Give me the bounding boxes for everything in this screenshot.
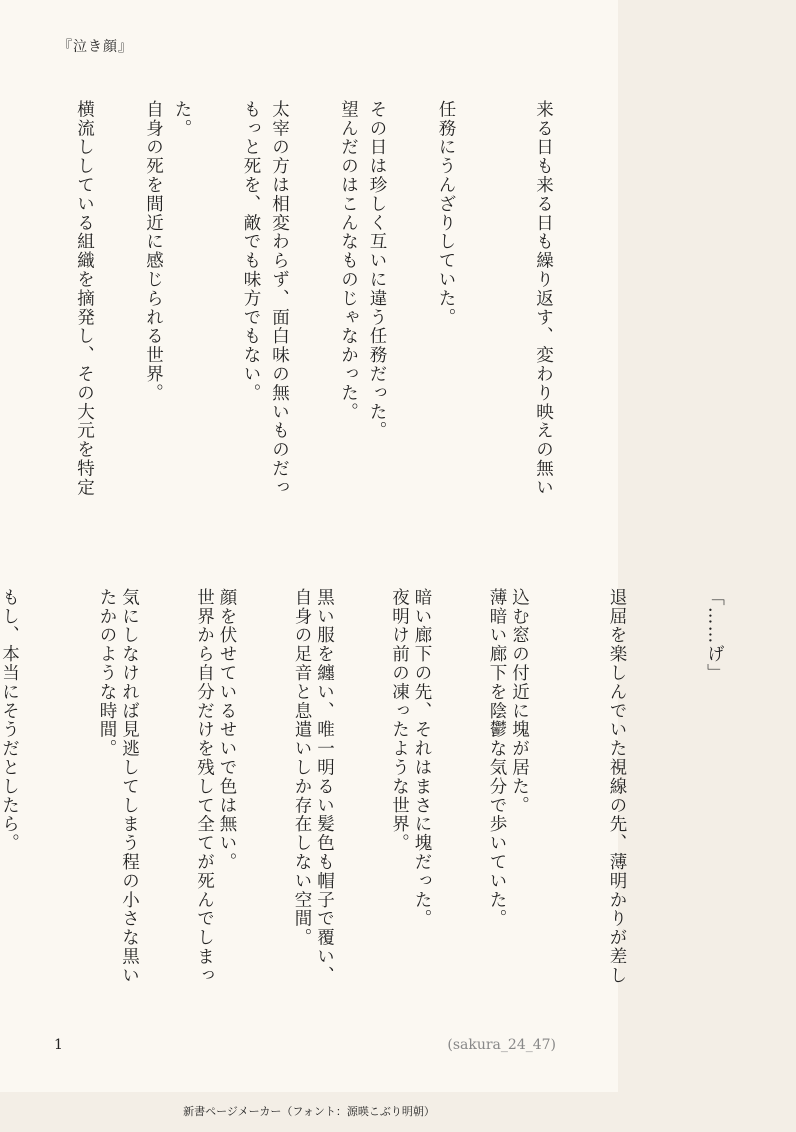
text-line: 顔を伏せているせいで色は無い。 <box>217 588 237 872</box>
text-line: たかのような時間。 <box>97 588 117 759</box>
text-line: 来る日も来る日も繰り返す、変わり映えの無い <box>533 100 554 497</box>
text-line: 横流ししている組織を摘発し、その大元を特定 <box>74 100 95 497</box>
lower-text-block-left <box>48 588 796 1008</box>
footer-credit: 新書ページメーカー（フォント：源暎こぶり明朝） <box>183 1105 435 1118</box>
text-line: 気にしなければ見逃してしまう程の小さな黒い <box>119 588 140 985</box>
text-line: 込む窓の付近に塊が居た。 <box>509 588 530 815</box>
upper-text-block-left <box>72 100 625 520</box>
story-title: 『泣き顔』 <box>58 39 133 55</box>
text-line: た。 <box>172 100 192 138</box>
page-number: 1 <box>54 1037 63 1053</box>
text-line: 黒い服を纏い、唯一明るい髪色も帽子で覆い、 <box>314 588 335 985</box>
text-line: 暗い廊下の先、それはまさに塊だった。 <box>412 588 432 929</box>
author-handle: (sakura_24_47) <box>447 1037 556 1053</box>
text-line: 世界から自分だけを残して全てが死んでしまっ <box>194 588 215 985</box>
text-line: 薄暗い廊下を陰鬱な気分で歩いていた。 <box>487 588 507 929</box>
text-line: 夜明け前の凍ったような世界。 <box>389 588 410 853</box>
text-line: もっと死を、敵でも味方でもない。 <box>241 100 261 403</box>
text-line: 自身の死を間近に感じられる世界。 <box>143 100 164 403</box>
text-line: 退屈を楽しんでいた視線の先、薄明かりが差し <box>607 588 627 985</box>
text-line: その日は珍しく互いに違う任務だった。 <box>367 100 387 441</box>
text-line: 任務にうんざりしていた。 <box>436 100 456 327</box>
text-line: 望んだのはこんなものじゃなかった。 <box>338 100 359 422</box>
text-line: 「……げ」 <box>704 588 725 683</box>
text-line <box>0 100 3 520</box>
text-line: もし、本当にそうだとしたら。 <box>0 588 20 853</box>
text-line: 自身の足音と息遣いしか存在しない空間。 <box>292 588 312 948</box>
text-line: 太宰の方は相変わらず、面白味の無いものだっ <box>269 100 290 497</box>
